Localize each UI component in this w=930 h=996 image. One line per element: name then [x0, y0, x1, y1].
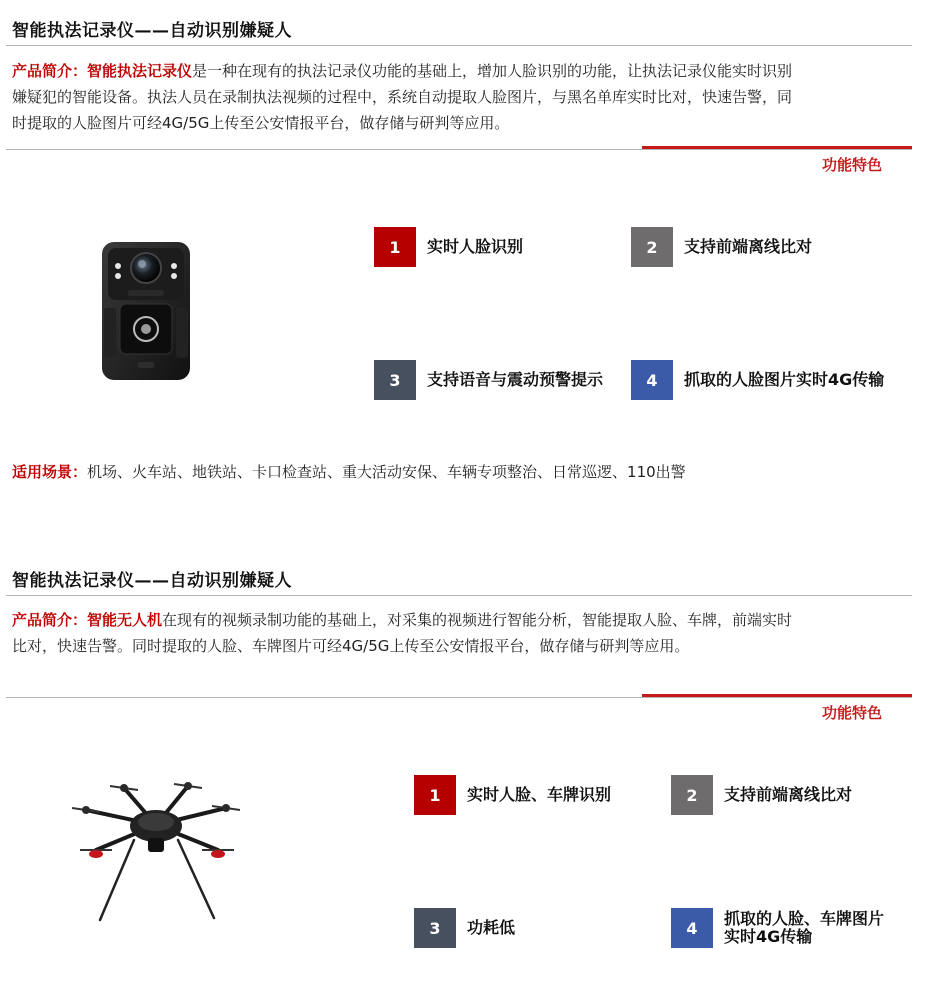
- feature-text: 实时人脸识别: [427, 237, 524, 256]
- intro-text-line2: 嫌疑犯的智能设备。执法人员在录制执法视频的过程中，系统自动提取人脸图片，与黑名单库实时比对，快速告警，同: [12, 88, 793, 106]
- intro-text-line2: 比对，快速告警。同时提取的人脸、车牌图片可经4G/5G上传至公安情报平台，做存储与研判等应用。: [12, 637, 690, 655]
- section2-feature-1: [414, 775, 611, 815]
- section2-feature-4: [671, 908, 884, 948]
- section2-feature-label: 功能特色: [822, 704, 883, 722]
- section1-title: 智能执法记录仪——自动识别嫌疑人: [12, 21, 292, 41]
- section2-title: 智能执法记录仪——自动识别嫌疑人: [12, 571, 292, 591]
- feature-text: 支持语音与震动预警提示: [427, 370, 604, 389]
- feature-number-badge: 1: [414, 775, 456, 815]
- feature-text-line1: 抓取的人脸、车牌图片: [724, 909, 885, 928]
- section2-feature-3: [414, 908, 515, 948]
- intro-text-line3: 时提取的人脸图片可经4G/5G上传至公安情报平台，做存储与研判等应用。: [12, 114, 510, 132]
- feature-text-line2: 实时4G传输: [724, 927, 813, 946]
- section1-feature-1: [374, 227, 523, 267]
- intro-label: 产品简介：: [12, 611, 88, 629]
- section2-intro-divider: [6, 697, 912, 698]
- section1-feature-3: [374, 360, 603, 400]
- section1-feature-2: [631, 227, 812, 267]
- intro-text-line1: 在现有的视频录制功能的基础上，对采集的视频进行智能分析，智能提取人脸、车牌，前端实时: [162, 611, 793, 629]
- feature-text: 支持前端离线比对: [724, 785, 853, 804]
- feature-number-badge: 2: [671, 775, 713, 815]
- feature-number-badge: 3: [414, 908, 456, 948]
- intro-label: 产品简介：: [12, 62, 88, 80]
- section2-feature-accent-bar: [642, 694, 912, 697]
- intro-text-line1: 是一种在现有的执法记录仪功能的基础上，增加人脸识别的功能，让执法记录仪能实时识别: [192, 62, 793, 80]
- body-camera-icon: [98, 238, 194, 384]
- intro-product-name: 智能执法记录仪: [87, 62, 193, 80]
- feature-number-badge: 2: [631, 227, 673, 267]
- scene-label: 适用场景：: [12, 463, 88, 481]
- section1-intro: [12, 58, 902, 136]
- feature-number-badge: 4: [671, 908, 713, 948]
- section1-feature-4: [631, 360, 884, 400]
- feature-number-badge: 1: [374, 227, 416, 267]
- drone-icon: [66, 770, 246, 925]
- section1-feature-accent-bar: [642, 146, 912, 149]
- section2-feature-2: [671, 775, 852, 815]
- feature-number-badge: 3: [374, 360, 416, 400]
- intro-product-name: 智能无人机: [87, 611, 163, 629]
- feature-number-badge: 4: [631, 360, 673, 400]
- section2-intro: [12, 607, 902, 659]
- feature-text: 实时人脸、车牌识别: [467, 785, 612, 804]
- section1-title-divider: [6, 45, 912, 46]
- section2-title-divider: [6, 595, 912, 596]
- feature-text: 抓取的人脸图片实时4G传输: [684, 370, 885, 389]
- section1-scenarios: [12, 461, 686, 482]
- scene-text: 机场、火车站、地铁站、卡口检查站、重大活动安保、车辆专项整治、日常巡逻、110出警: [87, 463, 686, 481]
- feature-text: 支持前端离线比对: [684, 237, 813, 256]
- feature-text: [724, 910, 884, 946]
- section1-intro-divider: [6, 149, 912, 150]
- feature-text: 功耗低: [467, 918, 516, 937]
- section1-feature-label: 功能特色: [822, 156, 883, 174]
